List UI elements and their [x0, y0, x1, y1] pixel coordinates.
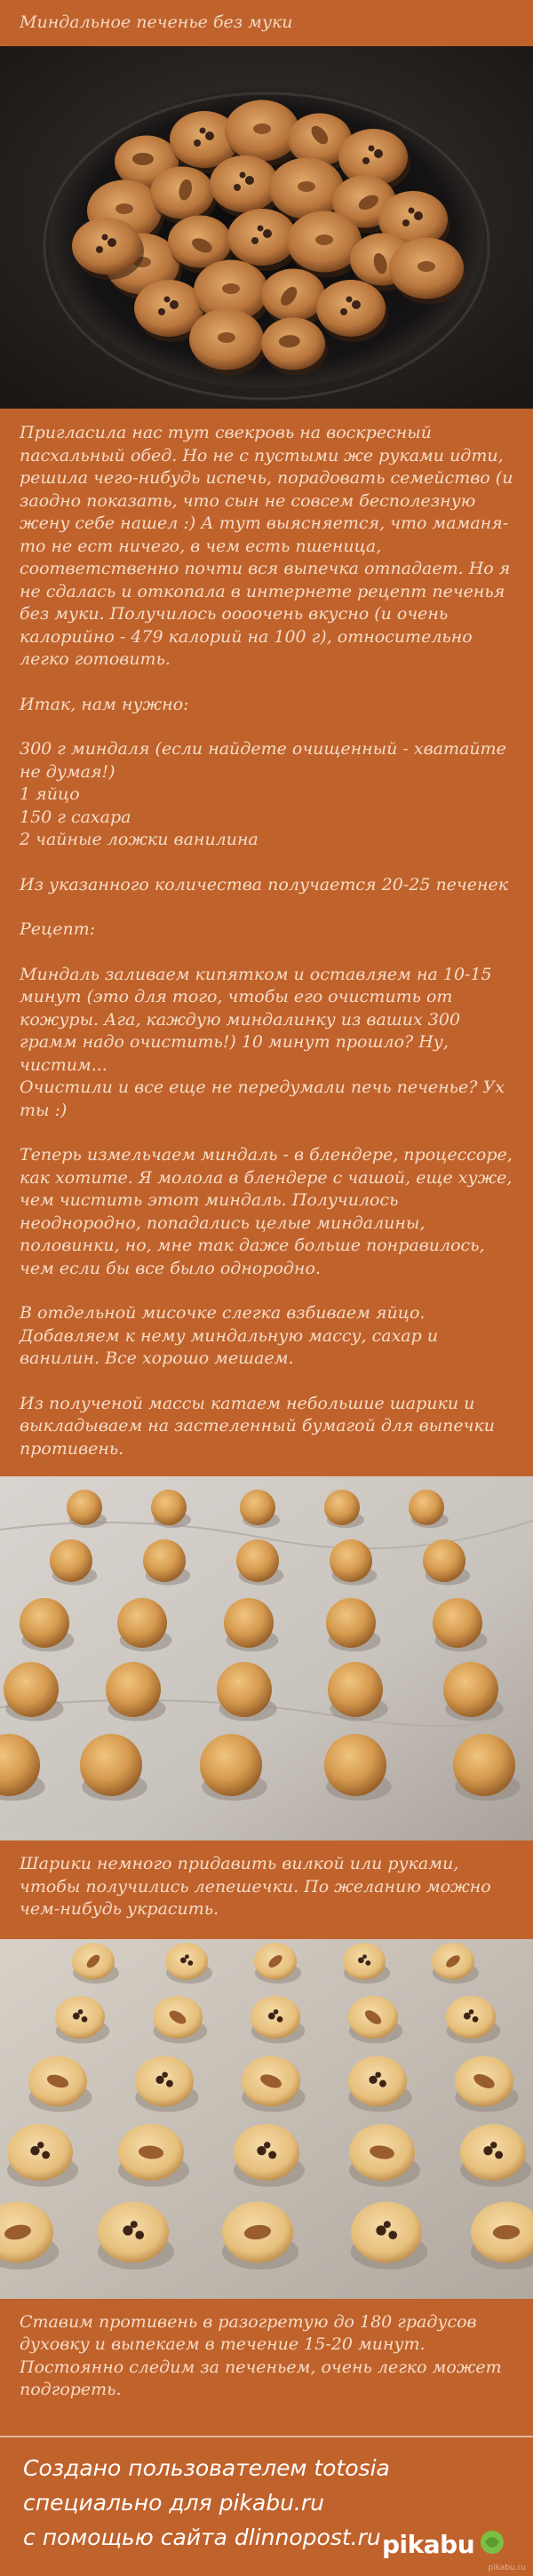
dough-ball: [80, 1734, 142, 1796]
flat-cookie: [98, 2201, 169, 2262]
ingredient-1: 300 г миндаля (если найдете очищенный - хватайте не думая!): [20, 739, 506, 782]
intro-paragraph: Пригласила нас тут свекровь на воскресный пасхальный обед. Но не с пустыми же руками идти, решила чего-нибудь испечь, порадовать семейство (и заодно показать, что сын не совсем бесполезную жену себе нашел :) А тут выясняется, что маманя-то не ест ничего, в чем есть пшеница, соответственно почти вся выпечка отпадает. Но я не сдалась и откопала в интернете рецепт печенья без муки. Получилось оооочень вкусно (и очень калорийно - 479 калорий на 100 г), относительно легко готовить.: [20, 423, 513, 669]
dough-ball: [236, 1539, 279, 1582]
flat-cookie: [351, 2201, 422, 2262]
dough-ball: [433, 1598, 482, 1648]
dough-ball: [4, 1662, 59, 1717]
dough-ball: [453, 1734, 515, 1796]
recipe-heading: Рецепт:: [20, 919, 96, 939]
dough-ball: [326, 1598, 376, 1648]
dough-ball: [330, 1539, 372, 1582]
pikabu-logo[interactable]: [382, 2523, 506, 2567]
dough-ball: [217, 1662, 272, 1717]
step-3: В отдельной мисочке слегка взбиваем яйцо. Добавляем к нему миндальную массу, сахар и ванилин. Все хорошо мешаем.: [20, 1303, 439, 1368]
dough-ball: [324, 1490, 360, 1525]
step-2: Теперь измельчаем миндаль - в блендере, процессоре, как хотите. Я молола в блендере с чашой, еще хуже, чем чистить этот миндаль. Получилось неоднородно, попадались целые миндалины, половинки, но, мне так даже больше понравилось, чем если бы все было однородно.: [20, 1145, 513, 1278]
flat-cookie: [7, 2124, 73, 2181]
flat-cookie: [446, 1995, 496, 2038]
needs-heading: Итак, нам нужно:: [20, 694, 189, 714]
post-footer: [0, 2436, 533, 2576]
footer-tool-line[interactable]: с помощью сайта dlinnopost.ru: [23, 2524, 381, 2550]
post-title: Миндальное печенье без муки: [20, 12, 293, 32]
flat-cookie: [348, 2055, 407, 2106]
dough-ball: [328, 1662, 383, 1717]
flat-cookie: [251, 1995, 300, 2038]
dough-ball: [151, 1490, 187, 1525]
dough-ball: [423, 1539, 465, 1582]
flat-cookie: [460, 2124, 526, 2181]
dough-ball: [117, 1598, 167, 1648]
dough-ball: [20, 1598, 69, 1648]
dough-ball: [324, 1734, 386, 1796]
dough-ball: [200, 1734, 262, 1796]
ingredient-3: 150 г сахара: [20, 807, 131, 827]
cookie: [316, 280, 386, 337]
dough-ball: [409, 1490, 444, 1525]
post-body-3: [0, 2299, 533, 2402]
footer-author-line: Создано пользователем totosia: [23, 2455, 390, 2481]
flat-cookie: [55, 1995, 105, 2038]
ingredient-2: 1 яйцо: [20, 784, 80, 804]
step-4: Из полученой массы катаем небольшие шарики и выкладываем на застеленный бумагой для выпечки противень.: [20, 1393, 496, 1459]
yield-text: Из указанного количества получается 20-25 печенек: [20, 874, 509, 894]
dough-ball: [50, 1539, 92, 1582]
footer-divider: [0, 2436, 533, 2437]
decorated-cookies-photo: [0, 1939, 533, 2299]
flat-cookie: [343, 1943, 386, 1979]
dough-ball: [106, 1662, 161, 1717]
cookie: [210, 155, 279, 212]
pikabu-logo-text: pikabu: [382, 2530, 475, 2559]
cookie: [227, 209, 297, 266]
dough-ball: [443, 1662, 498, 1717]
flat-cookie: [234, 2124, 299, 2181]
dough-ball: [67, 1490, 102, 1525]
flat-cookie: [165, 1943, 208, 1979]
watermark: pikabu.ru: [488, 2564, 526, 2572]
post-body-2: [0, 1841, 533, 1939]
dough-ball: [240, 1490, 275, 1525]
dough-balls-photo: [0, 1476, 533, 1841]
step-1: Миндаль заливаем кипятком и оставляем на 10-15 минут (это для того, чтобы его очистить от кожуры. Ага, каждую миндалинку из ваших 300 грамм надо очистить!) 10 минут прошло? Ну, чистим...: [20, 964, 492, 1075]
dough-ball: [143, 1539, 186, 1582]
step-6: Ставим противень в разогретую до 180 градусов духовку и выпекаем в течение 15-20 минут. Постоянно следим за печеньем, очень легко может подгореть.: [20, 2311, 502, 2399]
pikabu-leaf-icon: [474, 2524, 510, 2560]
post-body-1: [0, 409, 533, 1476]
step-1b: Очистили и все еще не передумали печь печенье? Ух ты :): [20, 1077, 505, 1120]
flat-cookie: [135, 2055, 194, 2106]
cookie: [72, 218, 141, 274]
step-5: Шарики немного придавить вилкой или руками, чтобы получились лепешечки. По желанию можно чем-нибудь украсить.: [20, 1854, 491, 1919]
dough-ball: [224, 1598, 274, 1648]
finished-cookies-photo: [0, 46, 533, 409]
ingredient-4: 2 чайные ложки ванилина: [20, 830, 259, 849]
footer-site-line[interactable]: специально для pikabu.ru: [23, 2490, 325, 2516]
